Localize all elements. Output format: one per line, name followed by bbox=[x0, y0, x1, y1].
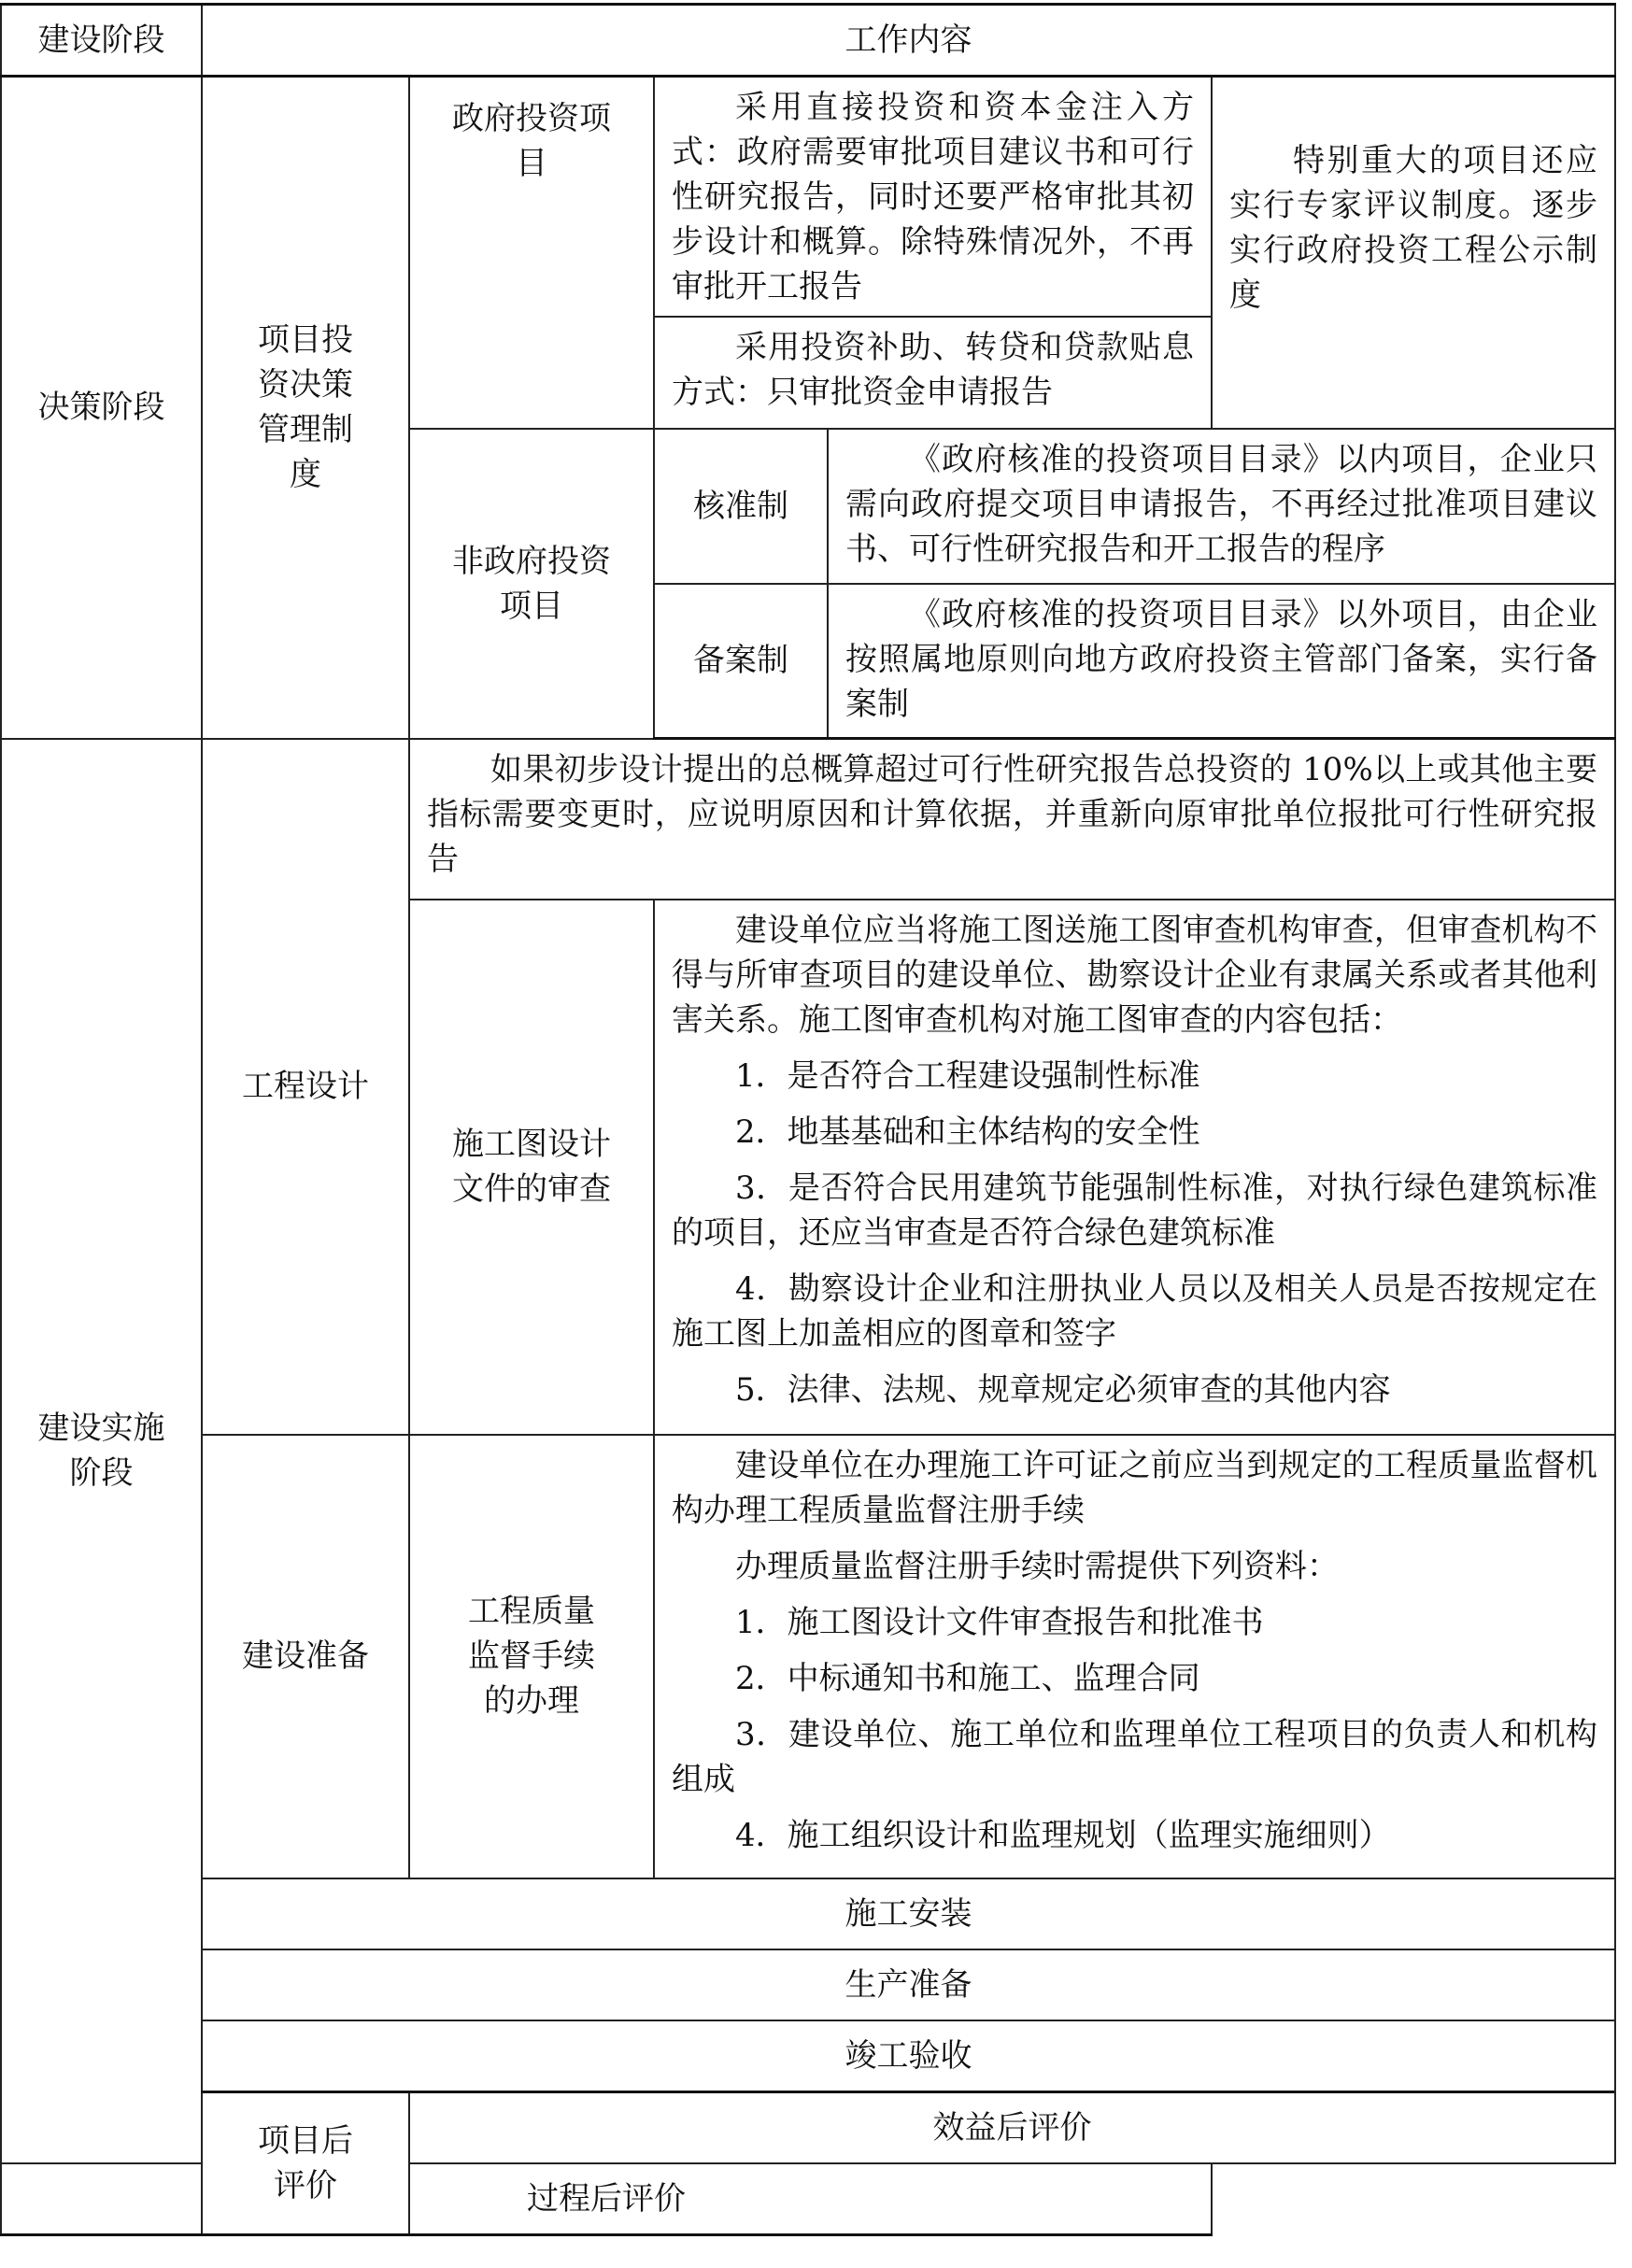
list-item: 2．中标通知书和施工、监理合同 bbox=[735, 1659, 1200, 1697]
nongov-project-label: 非政府投资项目 bbox=[409, 429, 654, 739]
post-stage-label: 项目后评价 bbox=[202, 2091, 409, 2234]
table-row bbox=[1, 77, 1615, 317]
list-item: 4．勘察设计企业和注册执业人员以及相关人员是否按规定在施工图上加盖相应的图章和签字 bbox=[672, 1269, 1598, 1353]
list-item: 2．地基基础和主体结构的安全性 bbox=[735, 1113, 1200, 1151]
construction-stage-table bbox=[0, 3, 1616, 2236]
approval-system-text: 《政府核准的投资项目目录》以内项目，企业只需向政府提交项目申请报告，不再经过批准项目建议书、可行性研究报告和开工报告的程序 bbox=[828, 429, 1615, 584]
list-item: 5．法律、法规、规章规定必须审查的其他内容 bbox=[735, 1370, 1391, 1409]
drawing-review-label: 施工图设计文件的审查 bbox=[409, 900, 654, 1435]
table-row bbox=[1, 1435, 1615, 1878]
header-stage: 建设阶段 bbox=[1, 5, 202, 77]
gov-note: 特别重大的项目还应实行专家评议制度。逐步实行政府投资工程公示制度 bbox=[1212, 77, 1615, 429]
table-row bbox=[1, 2163, 1615, 2235]
prep-label: 建设准备 bbox=[202, 1435, 409, 1878]
decision-stage-label: 决策阶段 bbox=[1, 77, 202, 739]
decision-system-label: 项目投资决策管理制度 bbox=[202, 77, 409, 739]
filing-system-label: 备案制 bbox=[654, 584, 828, 739]
quality-supervision-label: 工程质量监督手续的办理 bbox=[409, 1435, 654, 1878]
table-row bbox=[1, 2020, 1615, 2092]
list-item: 1．是否符合工程建设强制性标准 bbox=[735, 1056, 1200, 1095]
implementation-stage-label: 建设实施阶段 bbox=[1, 739, 202, 2163]
construction-install: 施工安装 bbox=[202, 1878, 1615, 1949]
preliminary-design-text: 如果初步设计提出的总概算超过可行性研究报告总投资的 10%以上或其他主要指标需要变更时，应说明原因和计算依据，并重新向原审批单位报批可行性研究报告 bbox=[409, 739, 1615, 900]
quality-intro: 建设单位在办理施工许可证之前应当到规定的工程质量监督机构办理工程质量监督注册手续 bbox=[672, 1446, 1598, 1529]
list-item: 1．施工图设计文件审查报告和批准书 bbox=[735, 1603, 1264, 1641]
production-prep: 生产准备 bbox=[202, 1949, 1615, 2020]
drawing-review-intro: 建设单位应当将施工图送施工图审查机构审查，但审查机构不得与所审查项目的建设单位、勘察设计企业有隶属关系或者其他利害关系。施工图审查机构对施工图审查的内容包括： bbox=[672, 911, 1598, 1039]
gov-direct-investment: 采用直接投资和资本金注入方式：政府需要审批项目建议书和可行性研究报告，同时还要严格审批其初步设计和概算。除特殊情况外，不再审批开工报告 bbox=[654, 77, 1212, 317]
benefit-evaluation: 效益后评价 bbox=[409, 2091, 1615, 2163]
filing-system-text: 《政府核准的投资项目目录》以外项目，由企业按照属地原则向地方政府投资主管部门备案，实行备案制 bbox=[828, 584, 1615, 739]
gov-project-label: 政府投资项目 bbox=[409, 77, 654, 429]
process-evaluation: 过程后评价 bbox=[1, 2163, 1212, 2235]
list-item: 3．是否符合民用建筑节能强制性标准，对执行绿色建筑标准的项目，还应当审查是否符合绿色建筑标准 bbox=[672, 1169, 1598, 1252]
header-row bbox=[1, 5, 1615, 77]
completion-acceptance: 竣工验收 bbox=[202, 2020, 1615, 2092]
table-row bbox=[1, 1878, 1615, 1949]
table-row bbox=[1, 2091, 1615, 2163]
quality-intro-2: 办理质量监督注册手续时需提供下列资料： bbox=[735, 1547, 1339, 1585]
table-row bbox=[1, 739, 1615, 900]
list-item: 3．建设单位、施工单位和监理单位工程项目的负责人和机构组成 bbox=[672, 1715, 1598, 1798]
design-label: 工程设计 bbox=[202, 739, 409, 1435]
table-row bbox=[1, 1949, 1615, 2020]
list-item: 4．施工组织设计和监理规划（监理实施细则） bbox=[735, 1816, 1391, 1854]
drawing-review-content bbox=[654, 900, 1615, 1435]
gov-subsidy: 采用投资补助、转贷和贷款贴息方式：只审批资金申请报告 bbox=[654, 317, 1212, 429]
header-content: 工作内容 bbox=[202, 5, 1615, 77]
approval-system-label: 核准制 bbox=[654, 429, 828, 584]
quality-supervision-content bbox=[654, 1435, 1615, 1878]
